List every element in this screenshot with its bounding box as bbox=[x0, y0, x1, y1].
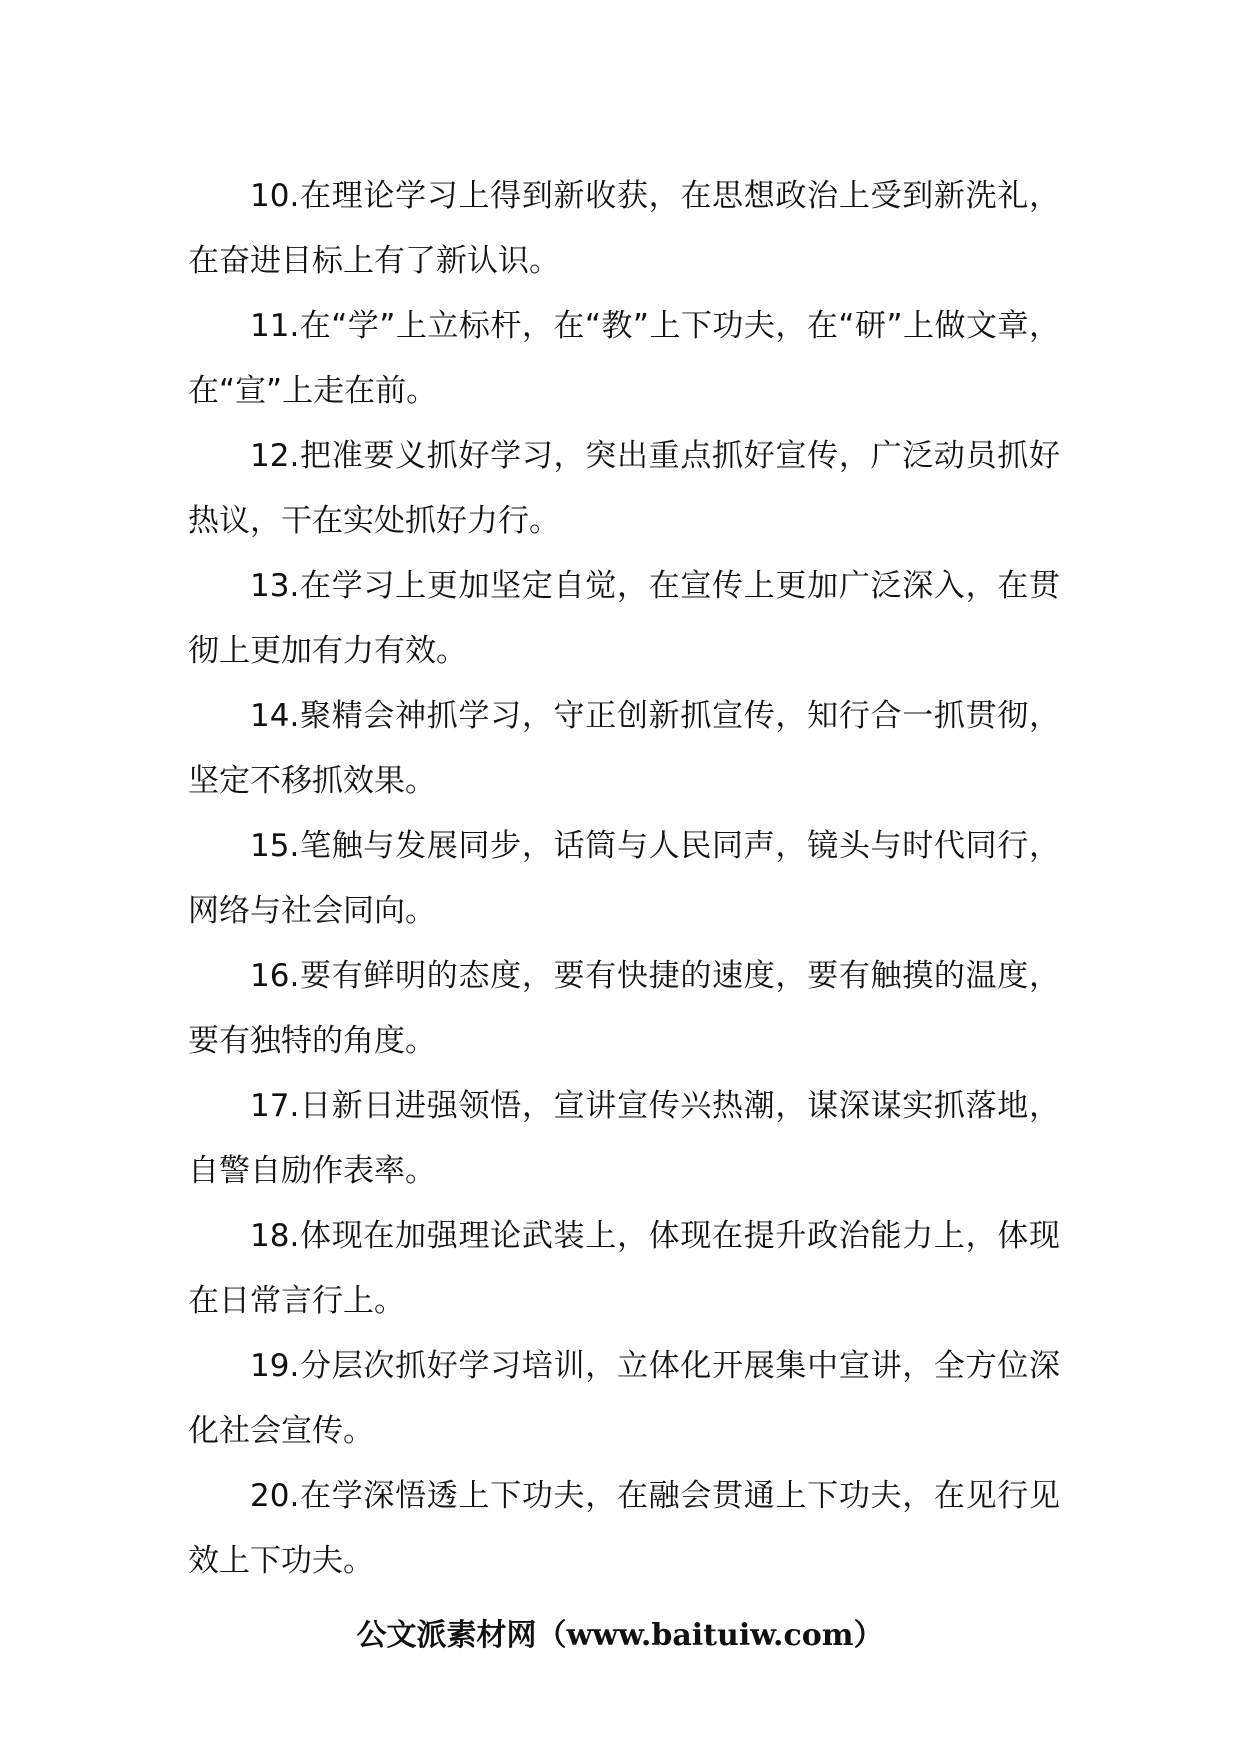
page-footer-source: 公文派素材网（www.baituiw.com） bbox=[356, 1618, 884, 1653]
paragraph-12: 12.把准要义抓好学习，突出重点抓好宣传，广泛动员抓好热议，干在实处抓好力行。 bbox=[188, 438, 1060, 539]
paragraph-19: 19.分层次抓好学习培训，立体化开展集中宣讲，全方位深化社会宣传。 bbox=[188, 1348, 1060, 1449]
paragraph-14: 14.聚精会神抓学习，守正创新抓宣传，知行合一抓贯彻，坚定不移抓效果。 bbox=[188, 698, 1060, 799]
paragraph-13: 13.在学习上更加坚定自觉，在宣传上更加广泛深入，在贯彻上更加有力有效。 bbox=[188, 568, 1060, 669]
paragraph-15: 15.笔触与发展同步，话筒与人民同声，镜头与时代同行，网络与社会同向。 bbox=[188, 828, 1060, 929]
paragraph-20: 20.在学深悟透上下功夫，在融会贯通上下功夫，在见行见效上下功夫。 bbox=[188, 1478, 1060, 1579]
paragraph-17: 17.日新日进强领悟，宣讲宣传兴热潮，谋深谋实抓落地，自警自励作表率。 bbox=[188, 1088, 1060, 1189]
paragraph-10: 10.在理论学习上得到新收获，在思想政治上受到新洗礼，在奋进目标上有了新认识。 bbox=[188, 178, 1060, 279]
document-body bbox=[188, 164, 1060, 1594]
paragraph-18: 18.体现在加强理论武装上，体现在提升政治能力上，体现在日常言行上。 bbox=[188, 1218, 1060, 1319]
paragraph-16: 16.要有鲜明的态度，要有快捷的速度，要有触摸的温度，要有独特的角度。 bbox=[188, 958, 1060, 1059]
paragraph-11: 11.在“学”上立标杆，在“教”上下功夫，在“研”上做文章，在“宣”上走在前。 bbox=[188, 308, 1060, 409]
